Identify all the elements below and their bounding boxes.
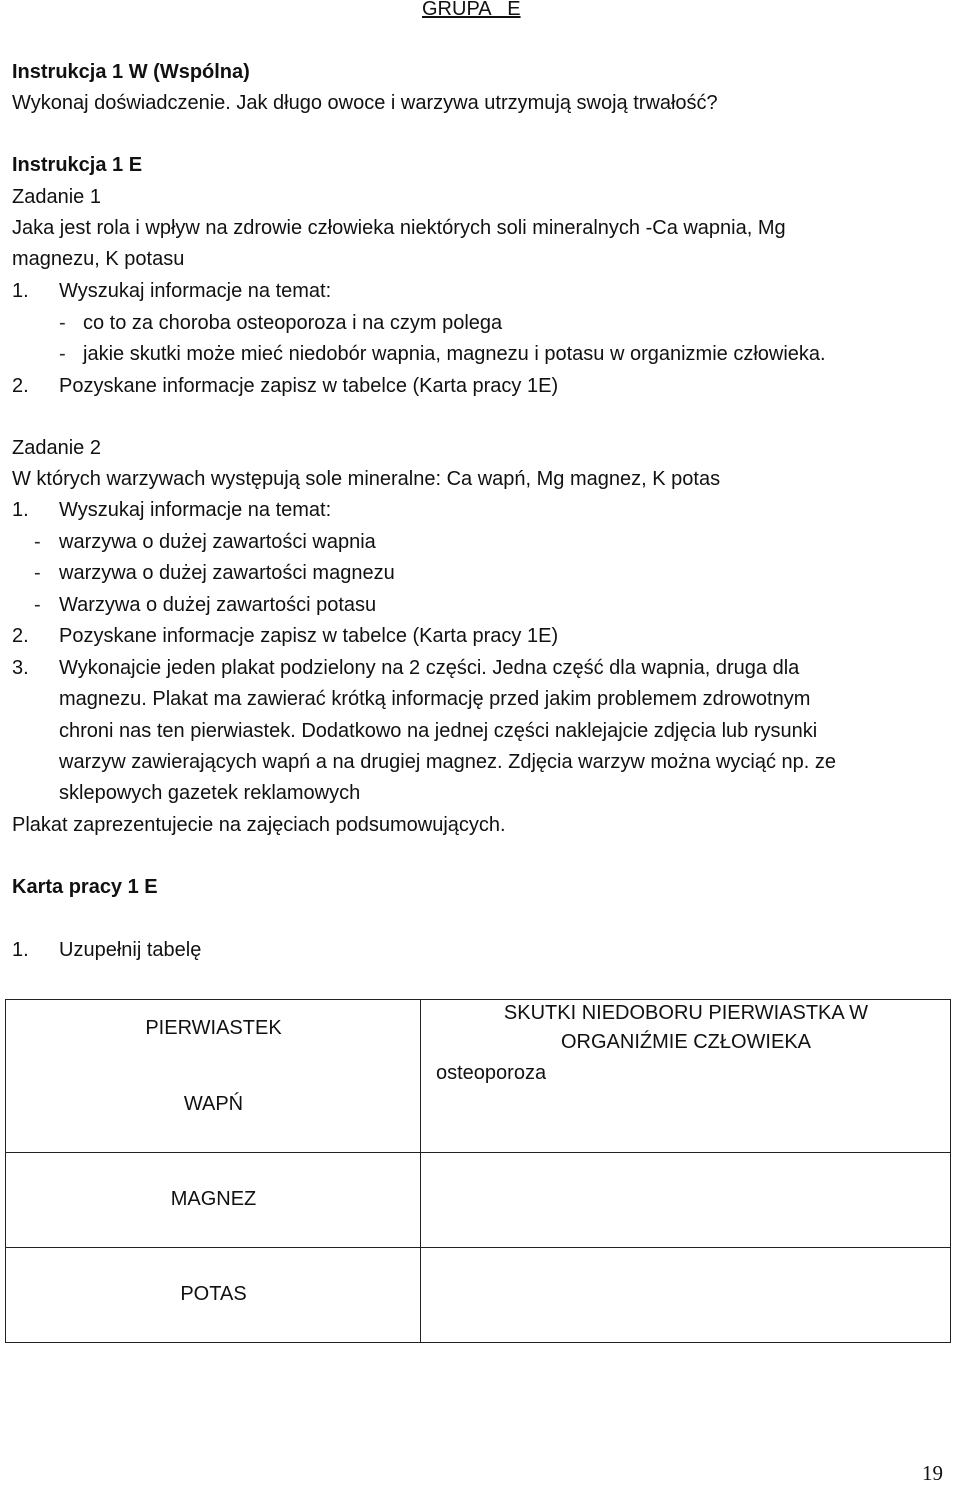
task2-line1: W których warzywach występują sole mineralne: Ca wapń, Mg magnez, K potas: [12, 468, 721, 490]
task2-closing: Plakat zaprezentujecie na zajęciach podsumowujących.: [12, 814, 506, 836]
col-header-element: PIERWIASTEK: [145, 1017, 282, 1039]
task2-bullet2: warzywa o dużej zawartości magnezu: [59, 562, 395, 584]
instruction-e-title: Instrukcja 1 E: [12, 154, 143, 176]
task1-step1-number: 1.: [12, 280, 29, 302]
table-cell-element: [6, 1153, 421, 1248]
group-header: GRUPA E: [422, 0, 521, 20]
instruction-w-title: Instrukcja 1 W (Wspólna): [12, 61, 250, 83]
element-table: [5, 999, 951, 1343]
bullet-dash: -: [34, 562, 41, 584]
page-number: 19: [922, 1461, 943, 1485]
bullet-dash: -: [34, 531, 41, 553]
task2-step3-number: 3.: [12, 657, 29, 679]
task2-step2-number: 2.: [12, 625, 29, 647]
task2-step3-line1: Wykonajcie jeden plakat podzielony na 2 części. Jedna część dla wapnia, druga dla: [59, 657, 800, 679]
task1-bullet1: co to za choroba osteoporoza i na czym polega: [83, 312, 503, 334]
task1-step1-text: Wyszukaj informacje na temat:: [59, 280, 332, 302]
row-element-potassium: POTAS: [180, 1283, 247, 1305]
task1-step2-text: Pozyskane informacje zapisz w tabelce (Karta pracy 1E): [59, 375, 559, 397]
task2-bullet3: Warzywa o dużej zawartości potasu: [59, 594, 377, 616]
row-element-calcium: WAPŃ: [183, 1093, 244, 1115]
task2-step3-line4: warzyw zawierających wapń a na drugiej magnez. Zdjęcia warzyw można wyciąć np. ze: [59, 751, 836, 773]
table-cell-effect: [421, 1000, 951, 1153]
worksheet-task-number: 1.: [12, 939, 29, 961]
task2-step1-text: Wyszukaj informacje na temat:: [59, 499, 332, 521]
bullet-dash: -: [34, 594, 41, 616]
table-cell-element: [6, 1248, 421, 1343]
task2-step3-line5: sklepowych gazetek reklamowych: [59, 782, 361, 804]
task1-line2: magnezu, K potasu: [12, 248, 185, 270]
table-cell-effect: [421, 1248, 951, 1343]
task2-step3-line3: chroni nas ten pierwiastek. Dodatkowo na jednej części naklejajcie zdjęcia lub rysunki: [59, 720, 818, 742]
row-effect-calcium: osteoporoza: [436, 1062, 547, 1084]
task2-step2-text: Pozyskane informacje zapisz w tabelce (Karta pracy 1E): [59, 625, 559, 647]
table-cell-effect: [421, 1153, 951, 1248]
task1-title: Zadanie 1: [12, 186, 101, 208]
bullet-dash: -: [59, 343, 66, 365]
instruction-w-text: Wykonaj doświadczenie. Jak długo owoce i warzywa utrzymują swoją trwałość?: [12, 92, 718, 114]
worksheet-title: Karta pracy 1 E: [12, 876, 158, 898]
task2-step1-number: 1.: [12, 499, 29, 521]
table-cell-element: [6, 1000, 421, 1153]
task2-title: Zadanie 2: [12, 437, 101, 459]
row-element-magnesium: MAGNEZ: [170, 1188, 257, 1210]
task2-bullet1: warzywa o dużej zawartości wapnia: [59, 531, 376, 553]
table-row: [6, 1153, 951, 1248]
col-header-effects-line2: ORGANIŹMIE CZŁOWIEKA: [560, 1031, 812, 1053]
bullet-dash: -: [59, 312, 66, 334]
task1-step2-number: 2.: [12, 375, 29, 397]
task1-line1: Jaka jest rola i wpływ na zdrowie człowieka niektórych soli mineralnych -Ca wapnia, Mg: [12, 217, 786, 239]
task1-bullet2: jakie skutki może mieć niedobór wapnia, magnezu i potasu w organizmie człowieka.: [83, 343, 826, 365]
col-header-effects-line1: SKUTKI NIEDOBORU PIERWIASTKA W: [503, 1002, 869, 1024]
table-row: [6, 1248, 951, 1343]
worksheet-task-text: Uzupełnij tabelę: [59, 939, 202, 961]
table-row: [6, 1000, 951, 1153]
task2-step3-line2: magnezu. Plakat ma zawierać krótką informację przed jakim problemem zdrowotnym: [59, 688, 811, 710]
